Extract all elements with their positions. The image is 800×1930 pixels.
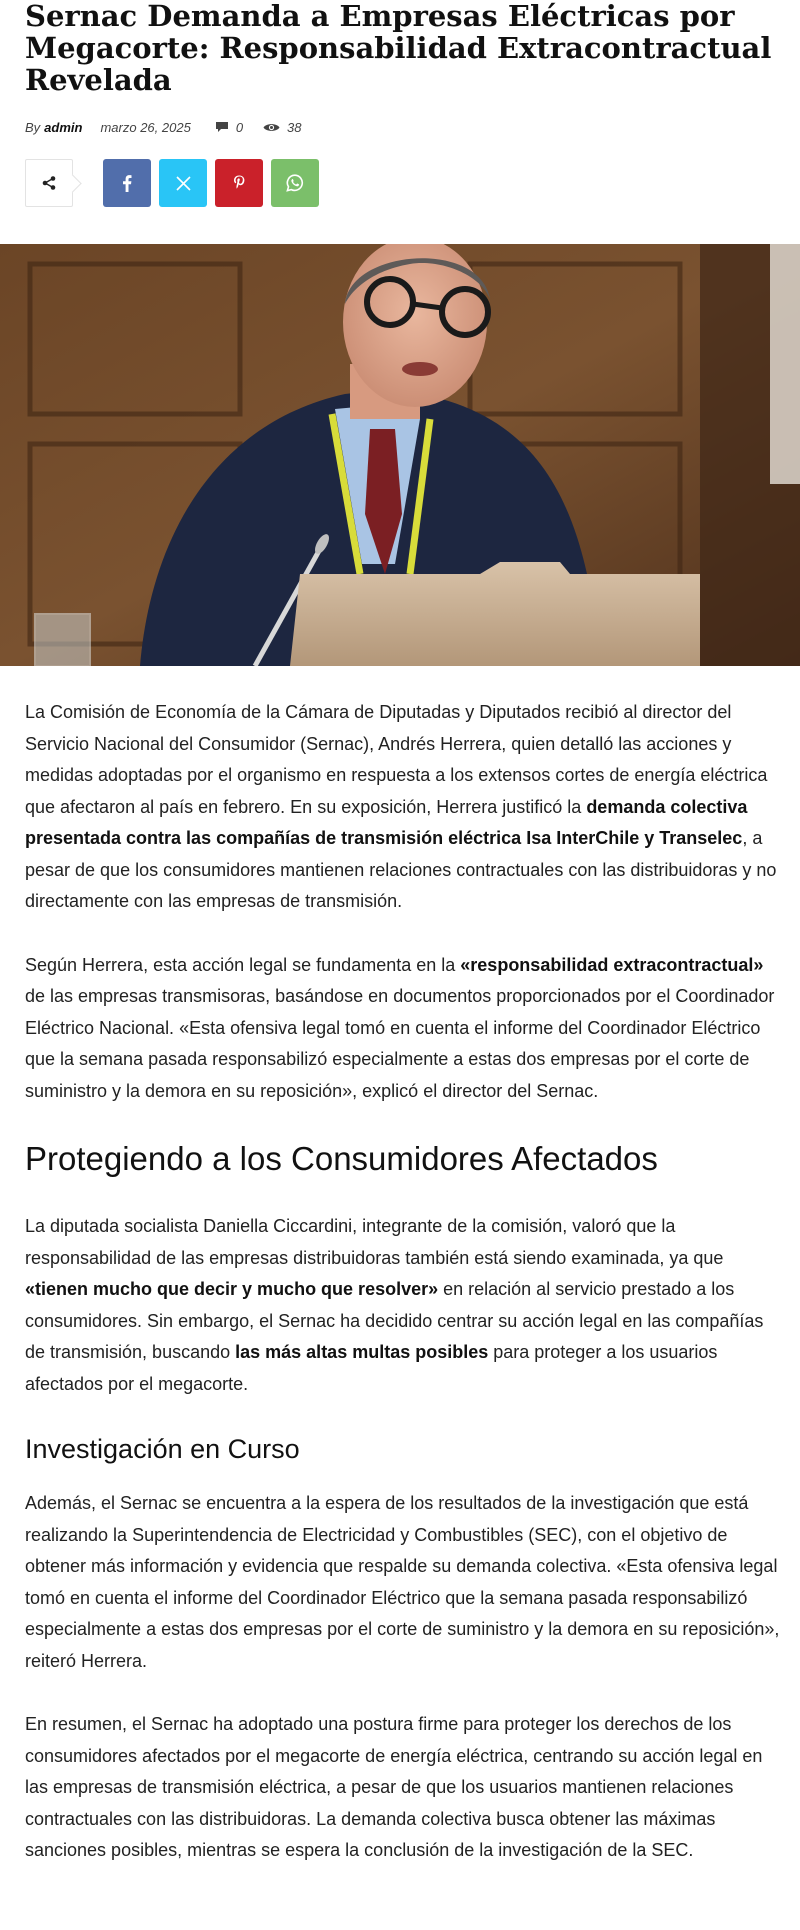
section-heading: Protegiendo a los Consumidores Afectados [25,1140,658,1177]
share-x-button[interactable] [159,159,207,207]
whatsapp-icon [286,174,304,192]
views-count [263,120,301,135]
article-title: Sernac Demanda a Empresas Eléctricas por Megacorte: Responsabilidad Extracontractual Revelada [25,0,772,97]
share-icon [41,175,57,191]
article-meta [25,117,302,137]
share-facebook-button[interactable] [103,159,151,207]
author-link[interactable]: admin [44,119,83,135]
comment-icon [215,121,229,133]
pinterest-icon [233,175,245,192]
subsection-heading: Investigación en Curso [25,1434,300,1464]
paragraph-5: En resumen, el Sernac ha adoptado una postura firme para proteger los derechos de los consumidores afectados por el megacorte de energía eléctrica, centrando su acción legal en las empresas de transmisión eléctrica, a pesar de que los usuarios mantienen relaciones contractuales con las distribuidoras. La demanda colectiva busca obtener las máximas sanciones posibles, mientras se espera la conclusión de la investigación de la SEC. [25,1714,763,1860]
paragraph-3: La diputada socialista Daniella Ciccardini, integrante de la comisión, valoró que la responsabilidad de las empresas distribuidoras también está siendo examinada, ya que «tienen mucho que decir y mucho que resolver» en relación al servicio prestado a los consumidores. Sin embargo, el Sernac ha decidido centrar su acción legal en las compañías de transmisión, buscando las más altas multas posibles para proteger a los usuarios afectados por el megacorte. [25,1216,764,1394]
paragraph-4: Además, el Sernac se encuentra a la espera de los resultados de la investigación que está realizando la Superintendencia de Electricidad y Combustibles (SEC), con el objetivo de obtener más información y evidencia que respalde su demanda colectiva. «Esta ofensiva legal tomó en cuenta el informe del Coordinador Eléctrico que la semana pasada responsabilizó especialmente a estas dos empresas por el corte de suministro y la demora en su reposición», reiteró Herrera. [25,1493,780,1671]
eye-icon [263,122,280,133]
share-bar [25,158,319,208]
article-body [25,697,780,1899]
views-count-value: 38 [287,119,302,135]
paragraph-2: Según Herrera, esta acción legal se fundamenta en la «responsabilidad extracontractual» de las empresas transmisoras, basándose en documentos proporcionados por el Coordinador Eléctrico Nacional. «Esta ofensiva legal tomó en cuenta el informe del Coordinador Eléctrico que la semana pasada responsabilizó especialmente a estas dos empresas por el corte de suministro y la demora en su reposición», explicó el director del Sernac. [25,954,775,1101]
facebook-icon [122,175,132,192]
hero-photo-illustration [0,244,800,666]
share-whatsapp-button[interactable] [271,159,319,207]
share-toggle-button[interactable] [25,159,73,207]
x-twitter-icon [176,176,191,191]
comments-count-value: 0 [235,119,244,135]
publish-date: marzo 26, 2025 [100,119,191,135]
hero-image [0,244,800,666]
share-pinterest-button[interactable] [215,159,263,207]
by-label: By [25,119,41,135]
comments-count[interactable] [215,120,243,135]
paragraph-1: La Comisión de Economía de la Cámara de Diputadas y Diputados recibió al director del Servicio Nacional del Consumidor (Sernac), Andrés Herrera, quien detalló las acciones y medidas adoptadas por el organismo en respuesta a los extensos cortes de energía eléctrica que afectaron al país en febrero. En su exposición, Herrera justificó la demanda colectiva presentada contra las compañías de transmisión eléctrica Isa InterChile y Transelec, a pesar de que los consumidores mantienen relaciones contractuales con las distribuidoras y no directamente con las empresas de transmisión. [25,702,777,911]
